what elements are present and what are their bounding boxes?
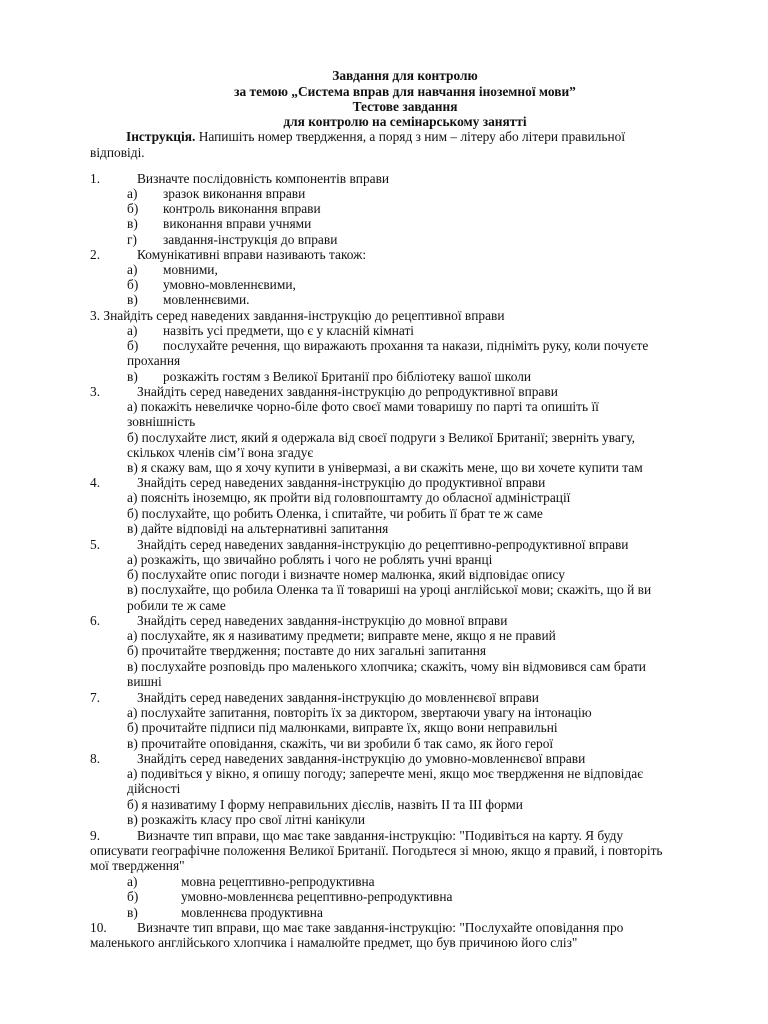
- question-text: Визначте послідовність компонентів вправи: [137, 171, 390, 186]
- question-number: 6.: [90, 613, 101, 628]
- question-text: Знайдіть серед наведених завдання-інструкцію до умовно-мовленнєвої вправи: [137, 751, 586, 766]
- option-text: б) послухайте, що робить Оленка, і спитайте, чи робить її брат те ж саме: [127, 506, 543, 521]
- option-text: б) я називатиму I форму неправильних дієслів, назвіть II та III форми: [127, 797, 523, 812]
- option-text: мовна рецептивно-репродуктивна: [181, 874, 375, 889]
- option-text: в) прочитайте оповідання, скажіть, чи ви зробили б так само, як його герої: [127, 736, 554, 751]
- instruction-line: [126, 129, 625, 144]
- option-text: в) послухайте, що робила Оленка та її товариші на уроці англійської мови; скажіть, що й ви: [127, 582, 652, 597]
- option-text: умовно-мовленнєвими,: [163, 277, 296, 292]
- option-letter: в): [127, 905, 138, 920]
- instruction-text-cont: відповіді.: [90, 145, 145, 160]
- option-text-cont: робили те ж саме: [127, 598, 226, 613]
- option-text-cont: дійсності: [127, 781, 181, 796]
- option-letter: в): [127, 216, 138, 231]
- option-text-cont: прохання: [127, 353, 181, 368]
- question-text-cont: мої твердження": [90, 858, 185, 873]
- option-text-cont: зовнішність: [127, 414, 196, 429]
- question-number: 8.: [90, 751, 101, 766]
- question-number: 2.: [90, 247, 101, 262]
- question-text: Знайдіть серед наведених завдання-інструкцію до рецептивно-репродуктивної вправи: [137, 537, 629, 552]
- option-letter: а): [127, 186, 138, 201]
- option-letter: в): [127, 292, 138, 307]
- option-letter: а): [127, 874, 138, 889]
- option-text: а) поясніть іноземцю, як пройти від головпоштамту до обласної адміністрації: [127, 490, 571, 505]
- option-text: в) дайте відповіді на альтернативні запитання: [127, 521, 389, 536]
- option-letter: г): [127, 232, 137, 247]
- option-text: мовленнєва продуктивна: [181, 905, 323, 920]
- option-text-cont: скількох членів сім’ї вона згадує: [127, 445, 314, 460]
- question-text: Визначте тип вправи, що має таке завдання-інструкцію: "Послухайте оповідання про: [137, 920, 624, 935]
- option-text: в) я скажу вам, що я хочу купити в універмазі, а ви скажіть мене, що ви хочете купити там: [127, 460, 643, 475]
- option-text: мовними,: [163, 262, 218, 277]
- option-letter: а): [127, 262, 138, 277]
- option-letter: б): [127, 338, 139, 353]
- option-text: назвіть усі предмети, що є у класній кімнаті: [163, 323, 415, 338]
- option-text: зразок виконання вправи: [163, 186, 306, 201]
- option-text: розкажіть гостям з Великої Британії про бібліотеку вашої школи: [163, 369, 532, 384]
- option-text: послухайте речення, що виражають прохання та накази, підніміть руку, коли почуєте: [163, 338, 649, 353]
- option-letter: б): [127, 201, 139, 216]
- option-text: б) прочитайте підписи під малюнками, виправте їх, якщо вони неправильні: [127, 720, 558, 735]
- question-number: 9.: [90, 828, 101, 843]
- question-text: Знайдіть серед наведених завдання-інструкцію до мовної вправи: [137, 613, 508, 628]
- option-text-cont: вишні: [127, 674, 162, 689]
- question-number: 7.: [90, 690, 101, 705]
- question-text: Знайдіть серед наведених завдання-інструкцію до мовленнєвої вправи: [137, 690, 539, 705]
- doc-title: Завдання для контролю: [332, 68, 478, 83]
- option-text: а) послухайте, як я називатиму предмети; виправте мене, якщо я не правий: [127, 628, 556, 643]
- question-number: 10.: [90, 920, 107, 935]
- question-text: 3. Знайдіть серед наведених завдання-інструкцію до рецептивної вправи: [90, 308, 505, 323]
- option-text: виконання вправи учнями: [163, 216, 312, 231]
- option-text: б) послухайте лист, який я одержала від своєї подруги з Великої Британії; зверніть увагу,: [127, 430, 636, 445]
- question-text: Комунікативні вправи називають також:: [137, 247, 367, 262]
- question-text: Знайдіть серед наведених завдання-інструкцію до репродуктивної вправи: [137, 384, 558, 399]
- question-text-cont: описувати географічне положення Великої Британії. Погодьтеся зі мною, якщо я правий, і повторіть: [90, 843, 663, 858]
- option-text: мовленнєвими.: [163, 292, 250, 307]
- question-text: Визначте тип вправи, що має таке завдання-інструкцію: "Подивіться на карту. Я буду: [137, 828, 624, 843]
- option-letter: б): [127, 889, 139, 904]
- option-letter: б): [127, 277, 139, 292]
- option-letter: в): [127, 369, 138, 384]
- option-text: а) розкажіть, що звичайно роблять і чого не роблять учні вранці: [127, 552, 493, 567]
- question-text-cont: маленького англійського хлопчика і намалюйте предмет, що був причиною його сліз": [90, 935, 578, 950]
- question-number: 4.: [90, 475, 101, 490]
- doc-subtitle: Тестове завдання: [352, 99, 458, 114]
- option-text: б) послухайте опис погоди і визначте номер малюнка, який відповідає опису: [127, 567, 565, 582]
- option-text: умовно-мовленнєва рецептивно-репродуктивна: [181, 889, 453, 904]
- option-text: в) розкажіть класу про свої літні канікули: [127, 812, 366, 827]
- option-text: в) послухайте розповідь про маленького хлопчика; скажіть, чому він відмовився сам брати: [127, 659, 646, 674]
- option-text: а) подивіться у вікно, я опишу погоду; заперечте мені, якщо моє твердження не відповідає: [127, 766, 644, 781]
- option-letter: а): [127, 323, 138, 338]
- option-text: а) покажіть невеличке чорно-біле фото своєї мами товаришу по парті та опишіть її: [127, 399, 599, 414]
- doc-purpose: для контролю на семінарському занятті: [283, 114, 527, 129]
- instruction-label: Інструкція.: [126, 129, 196, 144]
- doc-topic: за темою „Система вправ для навчання іноземної мови”: [234, 84, 576, 99]
- question-text: Знайдіть серед наведених завдання-інструкцію до продуктивної вправи: [137, 475, 546, 490]
- option-text: контроль виконання вправи: [163, 201, 321, 216]
- option-text: б) прочитайте твердження; поставте до них загальні запитання: [127, 643, 487, 658]
- instruction-text: Напишіть номер твердження, а поряд з ним – літеру або літери правильної: [198, 129, 626, 144]
- question-number: 1.: [90, 171, 101, 186]
- question-number: 3.: [90, 384, 101, 399]
- option-text: а) послухайте запитання, повторіть їх за диктором, звертаючи увагу на інтонацію: [127, 705, 592, 720]
- question-number: 5.: [90, 537, 101, 552]
- option-text: завдання-інструкція до вправи: [163, 232, 338, 247]
